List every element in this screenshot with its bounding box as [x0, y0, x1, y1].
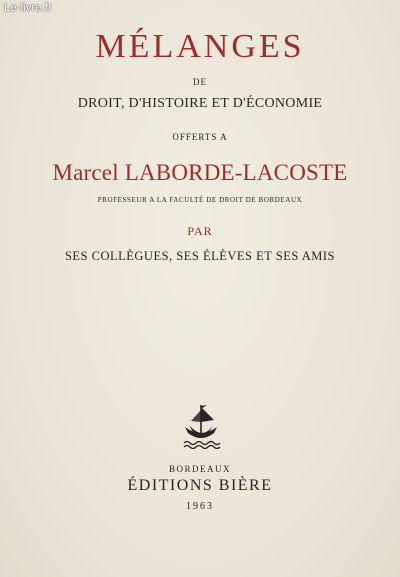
cover-offerts: OFFERTS A [172, 132, 228, 142]
cover-colleagues: SES COLLÈGUES, SES ÉLÈVES ET SES AMIS [64, 249, 336, 263]
watermark: Le-livre.fr [4, 2, 53, 14]
publisher-name: ÉDITIONS BIÈRE [127, 477, 273, 494]
cover-par: PAR [187, 224, 213, 238]
cover-title: MÉLANGES [95, 28, 305, 65]
cover-de: DE [193, 77, 207, 87]
ship-emblem-icon [181, 403, 221, 449]
cover-professor: PROFESSEUR A LA FACULTÉ DE DROIT DE BORDEAUX [97, 196, 303, 204]
publication-year: 1963 [186, 501, 214, 512]
cover-subject: DROIT, D'HISTOIRE ET D'ÉCONOMIE [77, 96, 323, 111]
publisher-city: BORDEAUX [168, 464, 231, 474]
cover-honoree: Marcel LABORDE-LACOSTE [52, 160, 348, 185]
